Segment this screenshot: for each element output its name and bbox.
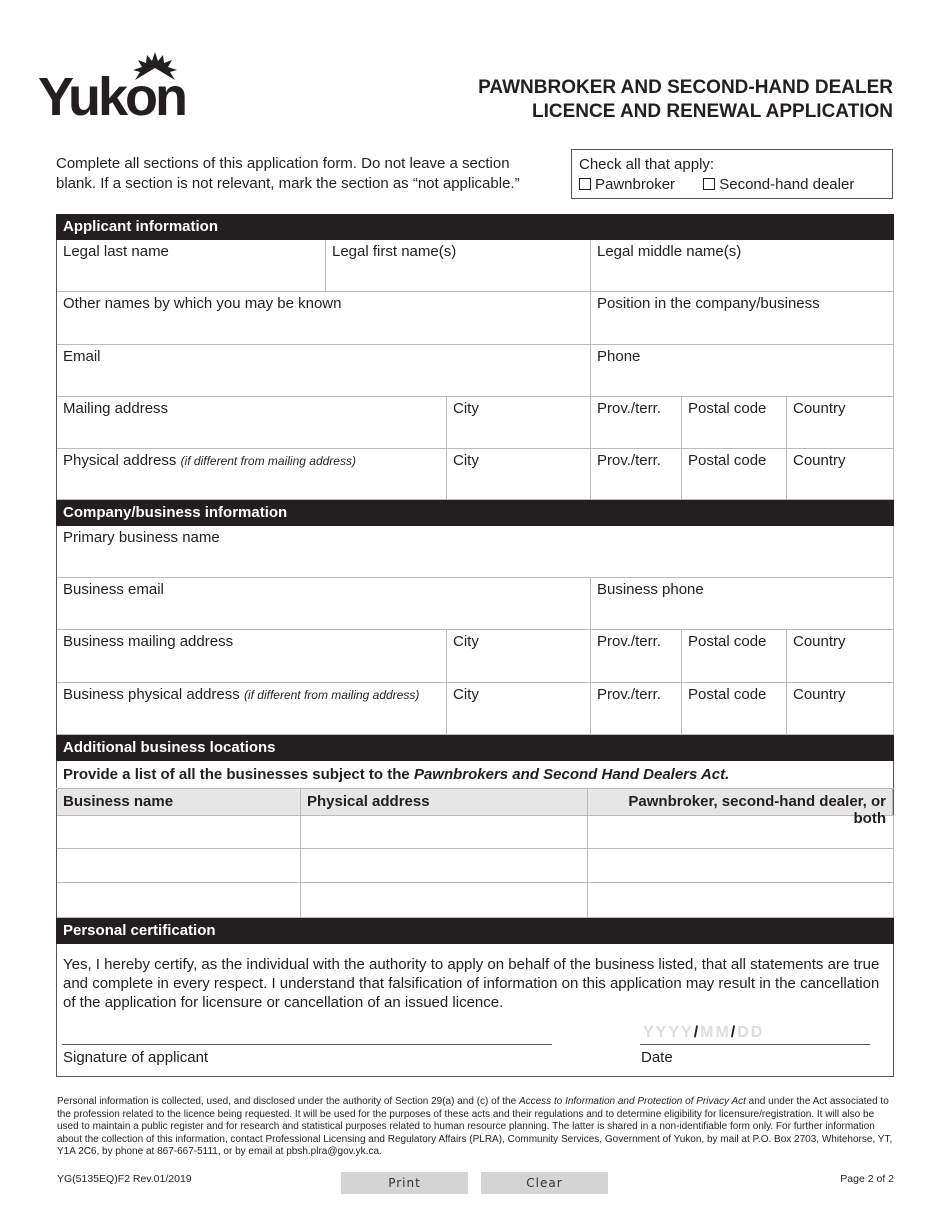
field-label: Postal code	[688, 633, 767, 650]
field-label: Physical address	[63, 452, 177, 469]
field-label: Legal first name(s)	[332, 243, 457, 260]
field-label: Legal last name	[63, 243, 169, 260]
field-label: City	[453, 400, 479, 417]
physical-field[interactable]	[57, 449, 447, 500]
field-label: Country	[793, 686, 846, 703]
other-field[interactable]	[57, 292, 591, 345]
signature-field[interactable]	[62, 1044, 552, 1045]
field-label: City	[453, 686, 479, 703]
business-country-field[interactable]	[787, 630, 894, 683]
field-note: (if different from mailing address)	[180, 454, 356, 468]
country-field[interactable]	[787, 449, 894, 500]
location-cell[interactable]	[57, 883, 301, 918]
location-cell[interactable]	[588, 849, 894, 883]
field-label: Country	[793, 452, 846, 469]
intro-text: Complete all sections of this application form. Do not leave a section blank. If a section is not relevant, mark the section as “not applicable.”	[56, 155, 520, 192]
section-company: Company/business information	[56, 500, 894, 526]
page-number: Page 2 of 2	[840, 1173, 894, 1185]
clear-button[interactable]: Clear	[481, 1172, 608, 1194]
email-field[interactable]	[57, 345, 591, 397]
mailing-field[interactable]	[57, 397, 447, 449]
print-button[interactable]: Print	[341, 1172, 468, 1194]
field-label: City	[453, 452, 479, 469]
business-phone-field[interactable]	[591, 578, 894, 630]
date-field[interactable]: YYYY/MM/DD	[643, 1024, 765, 1041]
country-field[interactable]	[787, 397, 894, 449]
licence-type-checkboxes: Check all that apply: Pawnbroker Second-hand dealer	[571, 149, 893, 199]
business-country-field[interactable]	[787, 683, 894, 735]
field-label: Other names by which you may be known	[63, 295, 342, 312]
field-label: Postal code	[688, 686, 767, 703]
business-city-field[interactable]	[447, 683, 591, 735]
field-label: Business phone	[597, 581, 704, 598]
field-label: Postal code	[688, 400, 767, 417]
last-field[interactable]	[57, 240, 326, 292]
field-label: Position in the company/business	[597, 295, 820, 312]
additional-subtitle: Provide a list of all the businesses subject to the Pawnbrokers and Second Hand Dealers Act.	[63, 766, 730, 783]
section-additional: Additional business locations	[56, 735, 894, 761]
field-label: Phone	[597, 348, 641, 365]
field-label: Prov./terr.	[597, 452, 661, 469]
business-prov-field[interactable]	[591, 630, 682, 683]
city-field[interactable]	[447, 397, 591, 449]
location-cell[interactable]	[588, 815, 894, 849]
field-label: City	[453, 633, 479, 650]
business-prov-field[interactable]	[591, 683, 682, 735]
col-physical-address: Physical address	[301, 789, 588, 816]
location-cell[interactable]	[301, 815, 588, 849]
field-label: Prov./terr.	[597, 400, 661, 417]
field-label: Country	[793, 633, 846, 650]
postal-field[interactable]	[682, 397, 787, 449]
col-type: Pawnbroker, second-hand dealer, or both	[588, 789, 893, 816]
field-label: Mailing address	[63, 400, 169, 417]
signature-label: Signature of applicant	[63, 1049, 209, 1066]
postal-field[interactable]	[682, 449, 787, 500]
section-applicant: Applicant information	[56, 214, 894, 240]
field-label: Business mailing address	[63, 633, 234, 650]
yukon-logo: Yukon	[38, 52, 213, 127]
date-label: Date	[641, 1049, 673, 1066]
privacy-notice: Personal information is collected, used, and disclosed under the authority of Section 29(a) and (c) of the Access to Information and Protection of Privacy Act and under the Act associated to the profession related to the licence being requested. It will be used for the purposes of these acts and their regulations and to determine eligibility for licensure/registration. It will also be used to maintain a public register and for research and statistical purposes related to human resource planning. The latter is shared in a non-identifiable form only. For further information about the collection of this information, contact Professional Licensing and Regulatory Affairs (PLRA), Community Services, Government of Yukon, by mail at P.O. Box 2703, Whitehorse, YT, Y1A 2C6, by phone at 867-667-5111, or by email at pbsh.plra@gov.yk.ca.	[57, 1096, 893, 1158]
business-postal-field[interactable]	[682, 630, 787, 683]
phone-field[interactable]	[591, 345, 894, 397]
business-city-field[interactable]	[447, 630, 591, 683]
checkbox-pawnbroker[interactable]: Pawnbroker	[579, 176, 675, 193]
col-business-name: Business name	[57, 789, 301, 816]
location-cell[interactable]	[301, 849, 588, 883]
form-title: PAWNBROKER AND SECOND-HAND DEALER LICENCE AND RENEWAL APPLICATION	[478, 77, 893, 122]
certification-text: Yes, I hereby certify, as the individual with the authority to apply on behalf of the business listed, that all statements are true and complete in every respect. I understand that falsification of information on this application may result in the cancellation of the application for licensure or cancellation of an issued licence.	[63, 956, 880, 1011]
first-field[interactable]	[326, 240, 591, 292]
field-label: Country	[793, 400, 846, 417]
business-email-field[interactable]	[57, 578, 591, 630]
field-label: Prov./terr.	[597, 686, 661, 703]
location-cell[interactable]	[57, 815, 301, 849]
location-cell[interactable]	[301, 883, 588, 918]
business-postal-field[interactable]	[682, 683, 787, 735]
location-cell[interactable]	[588, 883, 894, 918]
field-label: Business email	[63, 581, 164, 598]
form-number: YG(5135EQ)F2 Rev.01/2019	[57, 1173, 192, 1185]
field-note: (if different from mailing address)	[243, 688, 420, 702]
business-physical-field[interactable]	[57, 683, 447, 735]
prov-field[interactable]	[591, 449, 682, 500]
section-certification: Personal certification	[56, 918, 894, 944]
city-field[interactable]	[447, 449, 591, 500]
field-label: Business physical address	[63, 686, 240, 703]
checkbox-second-hand-dealer[interactable]: Second-hand dealer	[703, 176, 854, 193]
prov-field[interactable]	[591, 397, 682, 449]
position-field[interactable]	[591, 292, 894, 345]
field-label: Email	[63, 348, 101, 365]
location-cell[interactable]	[57, 849, 301, 883]
field-label: Primary business name	[63, 529, 220, 546]
business-name-field[interactable]	[57, 526, 894, 578]
field-label: Legal middle name(s)	[597, 243, 742, 260]
field-label: Prov./terr.	[597, 633, 661, 650]
middle-field[interactable]	[591, 240, 894, 292]
field-label: Postal code	[688, 452, 767, 469]
business-mailing-field[interactable]	[57, 630, 447, 683]
